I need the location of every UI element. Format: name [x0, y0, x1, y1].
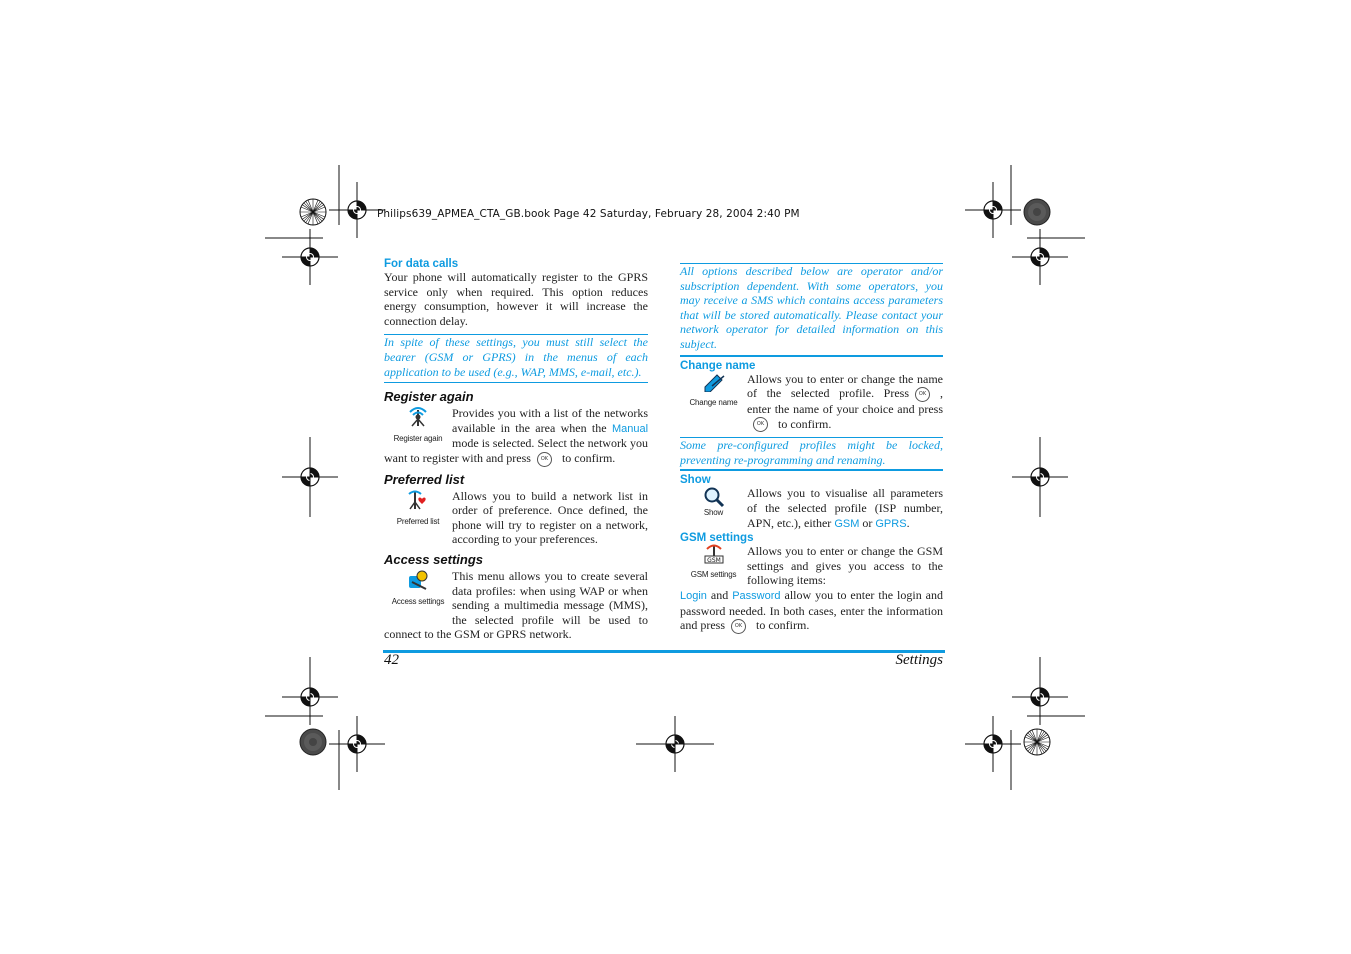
operator-note: All options described below are operator and/or subscription dependent. With some operators, you may receive a SMS which contains access parameters that will be stored automatically. Please contact your network operator for detailed information on this subject. — [680, 264, 943, 351]
access-settings-block — [384, 569, 648, 642]
show-icon-caption: Show — [703, 508, 724, 518]
right-column — [680, 263, 943, 634]
change-name-icon — [702, 372, 726, 392]
data-calls-heading: For data calls — [384, 258, 459, 270]
gsm-settings-icon-box — [680, 544, 747, 586]
locked-note: Some pre-configured profiles might be locked, preventing re-programming and renaming. — [680, 438, 943, 467]
preferred-list-icon-caption: Preferred list — [396, 516, 440, 526]
access-settings-heading: Access settings — [384, 552, 483, 568]
register-again-text: Provides you with a list of the networks available in the area when the Manual mode is selected. Select the network you want to register with and press OK to confirm. — [384, 406, 649, 465]
gsm-menu-word: GSM — [834, 517, 860, 530]
left-column — [384, 258, 648, 642]
access-settings-text: This menu allows you to create several data profiles: when using WAP or when sending a multimedia message (MMS), the selected profile will be used to connect to the GSM or GPRS network. — [384, 569, 648, 642]
change-name-icon-box — [680, 372, 747, 430]
change-name-text: Allows you to enter or change the name of the selected profile. Press OK , enter the name of your choice and pressOK to confirm. — [747, 371, 943, 431]
manual-menu-word: Manual — [611, 422, 649, 435]
register-again-icon-box — [384, 406, 452, 450]
bearer-note: In spite of these settings, you must still select the bearer (GSM or GPRS) in the menus of each application to be used (e.g., WAP, MMS, e-mail, etc.). — [384, 335, 648, 379]
page-number: 42 — [384, 652, 399, 668]
preferred-list-text: Allows you to build a network list in order of preference. Once defined, the phone will try to register on a network, according to your preferences. — [452, 488, 648, 547]
access-settings-icon-caption: Access settings — [391, 597, 445, 607]
ok-key-icon: OK — [753, 417, 768, 432]
ok-key-icon: OK — [731, 619, 746, 634]
ok-key-icon: OK — [915, 387, 930, 402]
preferred-list-icon-box — [384, 489, 452, 545]
preferred-list-icon — [406, 489, 430, 511]
password-menu-word: Password — [732, 590, 781, 602]
section-title: Settings — [895, 652, 943, 668]
gsm-settings-block — [680, 544, 943, 588]
gprs-menu-word: GPRS — [875, 517, 907, 530]
change-name-icon-caption: Change name — [689, 397, 738, 407]
change-name-heading: Change name — [680, 359, 756, 372]
locked-note-box — [680, 437, 943, 471]
bearer-note-box — [384, 334, 648, 383]
show-text: Allows you to visualise all parameters of the selected profile (ISP number, APN, etc.), either GSM or GPRS. — [747, 486, 943, 530]
preferred-list-heading: Preferred list — [384, 471, 465, 487]
register-again-block — [384, 406, 648, 467]
ok-key-icon: OK — [537, 452, 552, 467]
svg-text:GSM: GSM — [706, 557, 721, 565]
register-again-icon-caption: Register again — [393, 434, 443, 444]
register-again-icon — [406, 406, 430, 428]
preferred-list-block — [384, 489, 648, 547]
access-settings-icon-box — [384, 569, 452, 613]
footer-rule — [383, 650, 945, 653]
register-again-heading: Register again — [384, 389, 474, 405]
operator-note-box — [680, 263, 943, 357]
gsm-login-text: Login and Password allow you to enter the login and password needed. In both cases, enter the information and press OK to confirm. — [680, 588, 944, 633]
show-icon-box — [680, 486, 747, 528]
gsm-settings-icon-caption: GSM settings — [690, 570, 737, 580]
change-name-block — [680, 372, 943, 433]
data-calls-text: Your phone will automatically register to the GPRS service only when required. This option reduces energy consumption, however it will increase the connection delay. — [384, 270, 648, 328]
login-menu-word: Login — [680, 590, 707, 602]
show-block — [680, 486, 943, 531]
show-heading: Show — [680, 474, 711, 487]
access-settings-icon — [406, 569, 430, 591]
gsm-settings-heading: GSM settings — [680, 532, 754, 545]
gsm-settings-icon — [702, 544, 726, 564]
gsm-settings-text: Allows you to enter or change the GSM settings and gives you access to the following items: — [747, 544, 943, 588]
print-header: Philips639_APMEA_CTA_GB.book Page 42 Saturday, February 28, 2004 2:40 PM — [377, 208, 800, 220]
show-icon — [702, 486, 726, 508]
